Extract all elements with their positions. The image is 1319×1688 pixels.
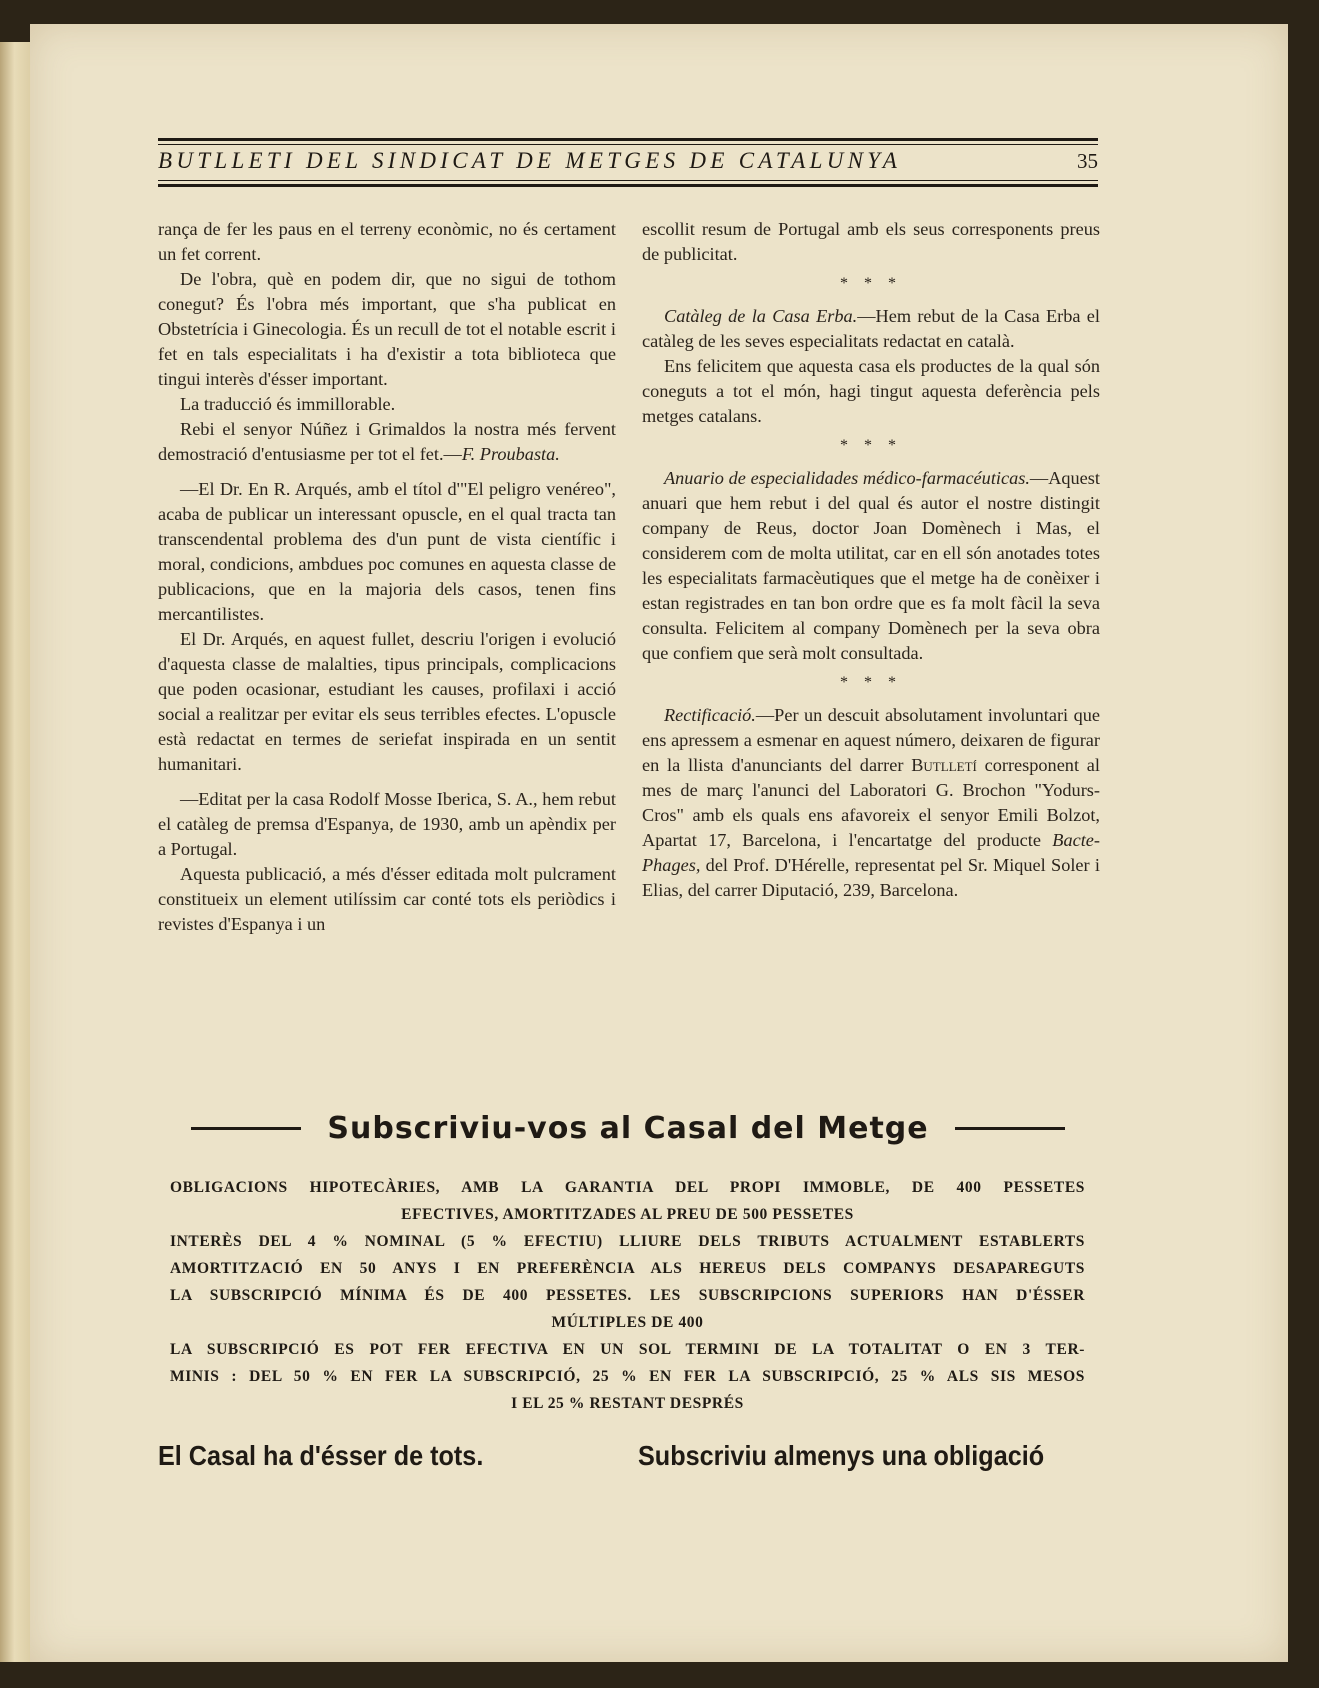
product-name: Bacte-Phages, <box>642 830 1100 875</box>
paragraph: Aquesta publicació, a més d'ésser editada molt pulcrament constitueix un element utilíssim car conté tots els periòdics i revistes d'Espanya i un <box>158 864 616 934</box>
paragraph-text: Rebi el senyor Núñez i Grimaldos la nostra més fervent demostració d'entusiasme per tot el fet.— <box>158 419 616 464</box>
journal-name: Butlletí <box>911 755 977 775</box>
paragraph: escollit resum de Portugal amb els seus corresponents preus de publicitat. <box>642 219 1100 264</box>
section-separator: * * * <box>840 674 902 691</box>
section-separator: * * * <box>840 275 902 292</box>
left-column <box>158 217 616 937</box>
author-signature: F. Proubasta. <box>461 444 560 464</box>
terms-line: LA SUBSCRIPCIÓ ES POT FER EFECTIVA EN UN SOL TERMINI DE LA TOTALITAT O EN 3 TER- <box>170 1341 1085 1358</box>
slogan-left: El Casal ha d'ésser de tots. <box>158 1440 484 1471</box>
paragraph <box>642 703 1100 903</box>
paragraph-text: —Aquest anuari que hem rebut i del qual és autor el nostre distingit company de Reus, doctor Joan Domènech i Mas, el considerem com de molta utilitat, car en ell són anotades totes les especialitats farmacèutiques que el metge ha de conèixer i estan registrades en tan bon ordre que es fa molt fàcil la seva consulta. Felicitem al company Domènech per la seva obra que confiem que serà molt consultada. <box>642 468 1100 663</box>
slogan-right: Subscriviu almenys una obligació <box>638 1440 1045 1471</box>
header-rule-bottom <box>158 184 1098 187</box>
terms-line: MINIS : DEL 50 % EN FER LA SUBSCRIPCIÓ, 25 % EN FER LA SUBSCRIPCIÓ, 25 % ALS SIS MESOS <box>170 1368 1085 1385</box>
paragraph: La traducció és immillorable. <box>180 394 396 414</box>
paragraph: rança de fer les paus en el terreny econòmic, no és certament un fet corrent. <box>158 219 616 264</box>
item-title: Anuario de especialidades médico-farmacéuticas. <box>664 468 1030 488</box>
section-separator: * * * <box>840 437 902 454</box>
item-title: Catàleg de la Casa Erba. <box>664 306 858 326</box>
header-rule-top <box>158 138 1098 141</box>
paragraph-text: corresponent al mes de març l'anunci del Laboratori G. Brochon "Yodurs-Cros" amb els quals ens afavoreix el senyor Emili Bolzot, Apartat 17, Barcelona, i l'encartatge del producte <box>642 755 1100 850</box>
paragraph-text: —Hem rebut de la Casa Erba el catàleg de les seves especialitats redactat en català. <box>642 306 1100 351</box>
paragraph-text: del Prof. D'Hérelle, representat pel Sr. Miquel Soler i Elias, del carrer Diputació, 239, Barcelona. <box>642 855 1100 900</box>
terms-line: EFECTIVES, AMORTITZADES AL PREU DE 500 PESSETES <box>401 1206 854 1223</box>
terms-line: MÚLTIPLES DE 400 <box>551 1314 704 1331</box>
paragraph: Ens felicitem que aquesta casa els productes de la qual són coneguts a tot el món, hagi tingut aquesta deferència pels metges catalans. <box>642 356 1100 426</box>
terms-line: I EL 25 % RESTANT DESPRÉS <box>511 1395 744 1412</box>
running-title: BUTLLETI DEL SINDICAT DE METGES DE CATALUNYA <box>158 148 902 173</box>
heading-rule-right <box>955 1127 1065 1130</box>
heading-rule-left <box>191 1127 301 1130</box>
header-rule-bottom-thin <box>158 180 1098 181</box>
right-column <box>642 217 1100 903</box>
paragraph: De l'obra, què en podem dir, que no sigui de tothom conegut? És l'obra més important, que s'ha publicat en Obstetrícia i Ginecologia. És un recull de tot el notable escrit i fet en tals especialitats i ha d'existir a tota biblioteca que tingui interès d'ésser important. <box>158 269 616 389</box>
page-number: 35 <box>1077 149 1098 173</box>
terms-line: AMORTITZACIÓ EN 50 ANYS I EN PREFERÈNCIA ALS HEREUS DELS COMPANYS DESAPAREGUTS <box>170 1260 1085 1277</box>
terms-line: OBLIGACIONS HIPOTECÀRIES, AMB LA GARANTIA DEL PROPI IMMOBLE, DE 400 PESSETES <box>170 1179 1085 1196</box>
paragraph <box>642 466 1100 666</box>
advert-title: Subscriviu-vos al Casal del Metge <box>327 1110 929 1146</box>
paragraph-text: —Per un descuit absolutament involuntari que ens apressem a esmenar en aquest número, deixaren de figurar en la llista d'anunciants del darrer <box>642 705 1100 775</box>
advert-heading <box>158 1106 1098 1150</box>
paragraph <box>642 304 1100 354</box>
terms-line: INTERÈS DEL 4 % NOMINAL (5 % EFECTIU) LLIURE DELS TRIBUTS ACTUALMENT ESTABLERTS <box>170 1233 1085 1250</box>
item-title: Rectificació. <box>664 705 756 725</box>
paragraph <box>158 417 616 467</box>
header-rule-top-thin <box>158 144 1098 145</box>
terms-line: LA SUBSCRIPCIÓ MÍNIMA ÉS DE 400 PESSETES. LES SUBSCRIPCIONS SUPERIORS HAN D'ÉSSER <box>170 1287 1085 1304</box>
paragraph: El Dr. Arqués, en aquest fullet, descriu l'origen i evolució d'aquesta classe de malalties, tipus principals, complicacions que poden ocasionar, estudiant les causes, profilaxi i acció social a realitzar per evitar els seus terribles efectes. L'opuscle està redactat en termes de seriefat inspirada en un sentit humanitari. <box>158 629 616 774</box>
running-header <box>158 134 1098 190</box>
paragraph: —El Dr. En R. Arqués, amb el títol d'"El peligro venéreo", acaba de publicar un interessant opuscle, en el qual tracta tan transcendental problema des d'un punt de vista científic i moral, condicions, ambdues poc comunes en aquesta classe de publicacions, que en la majoria dels casos, tenen fins mercantilistes. <box>158 479 616 624</box>
paragraph: —Editat per la casa Rodolf Mosse Iberica, S. A., hem rebut el catàleg de premsa d'Espanya, de 1930, amb un apèndix per a Portugal. <box>158 789 616 859</box>
advert-terms <box>170 1174 1085 1417</box>
